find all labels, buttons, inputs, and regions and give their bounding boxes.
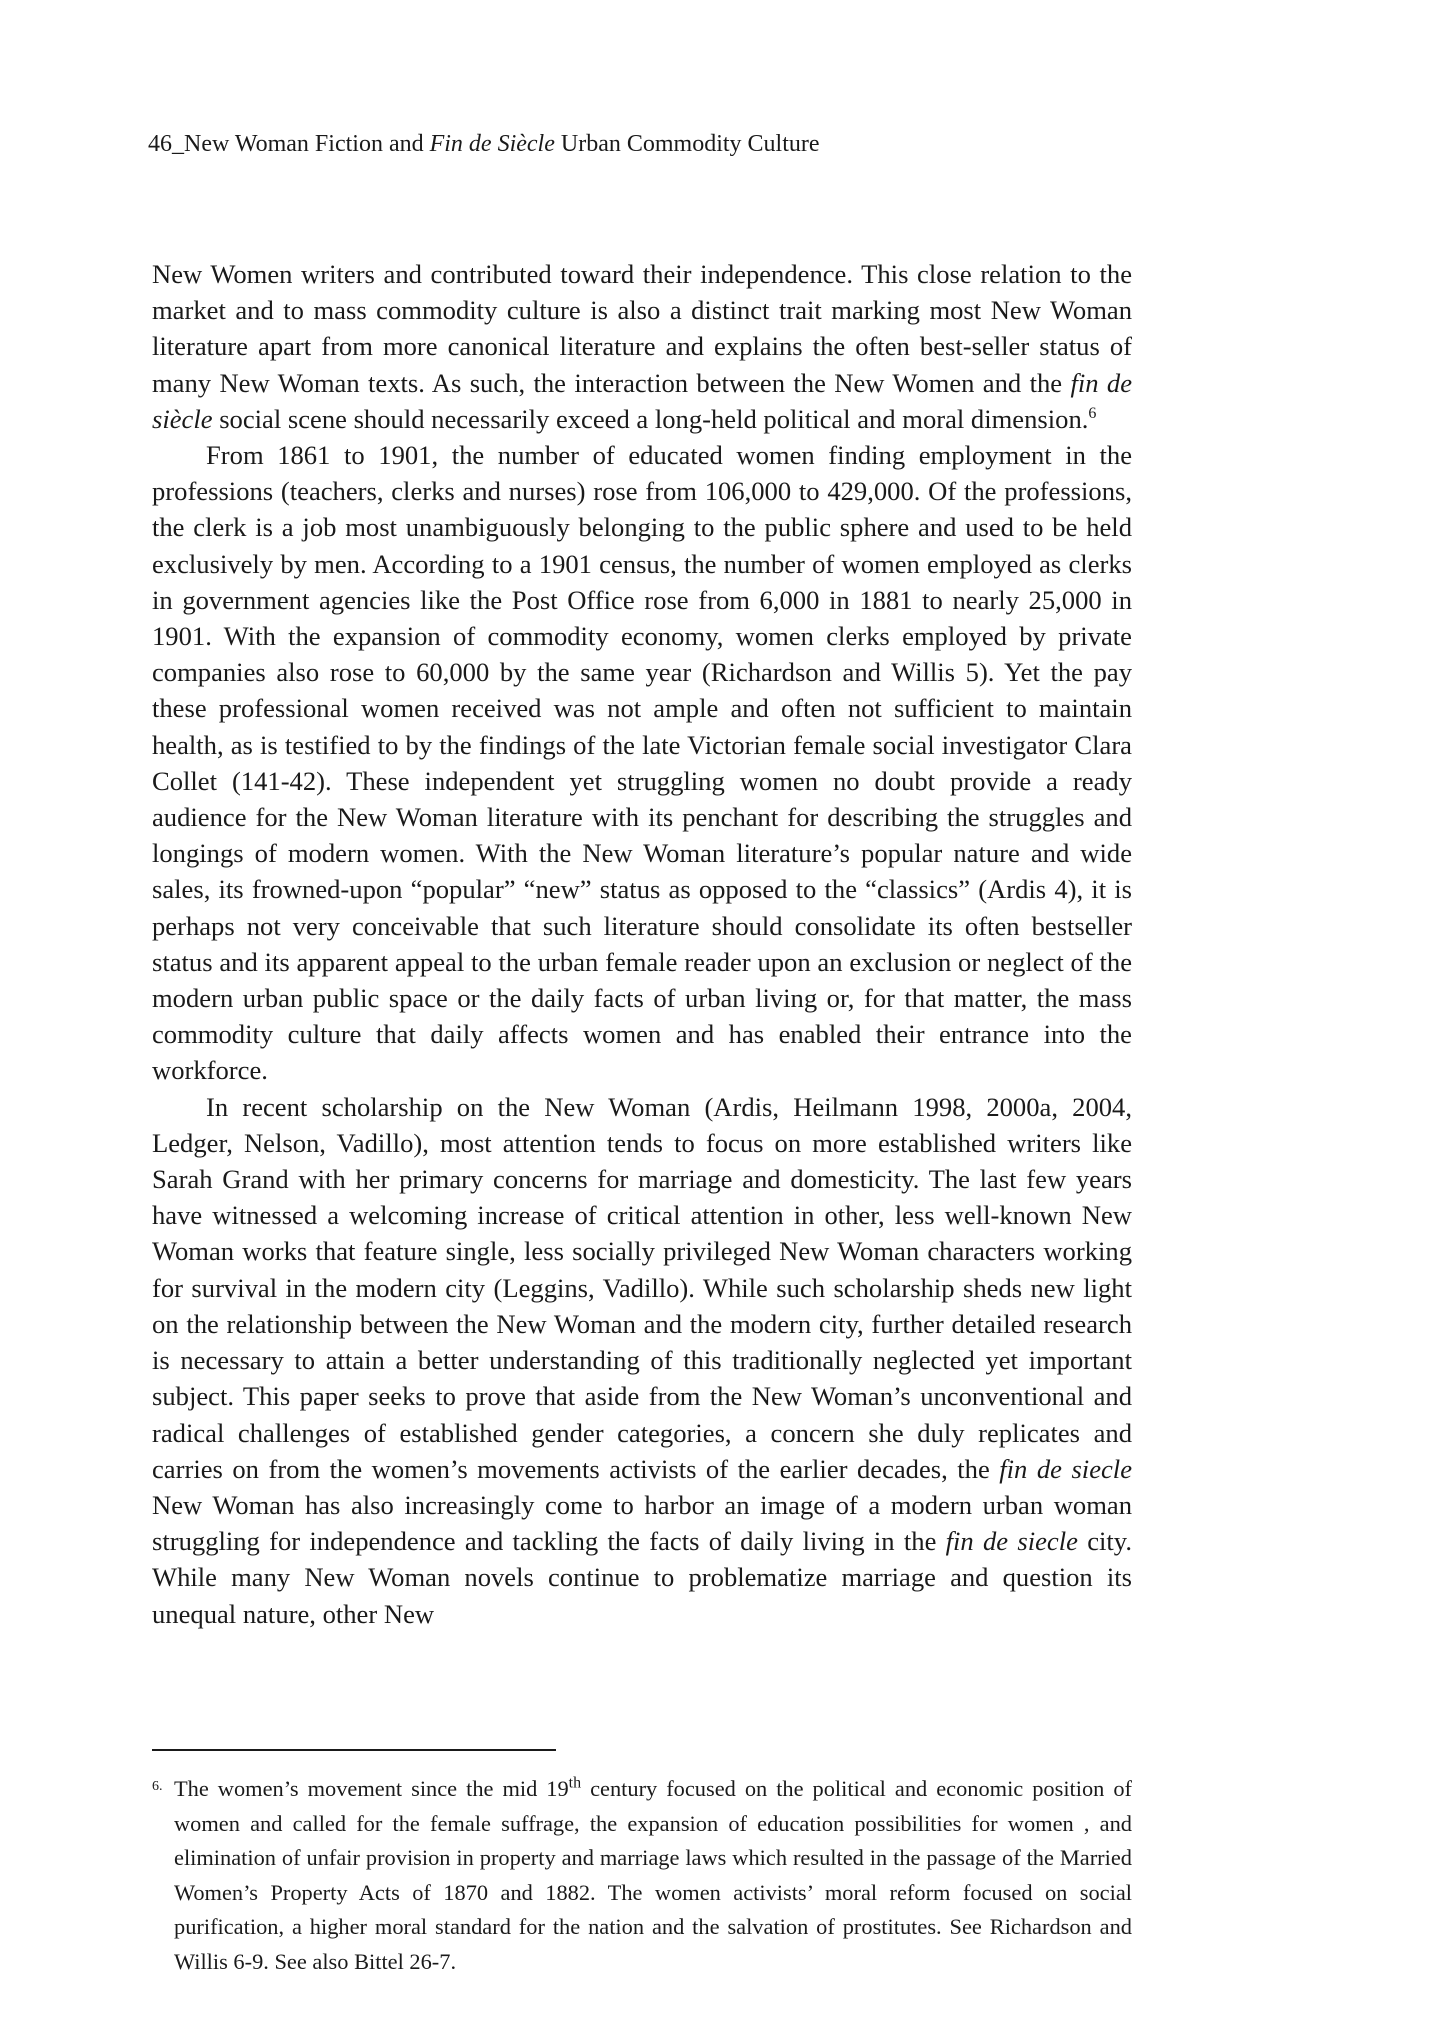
running-header (148, 128, 820, 160)
header-title-italic: Fin de Siècle (429, 131, 555, 157)
paragraph-3-italic-a: fin de siecle (999, 1453, 1132, 1484)
paragraph-3-text-a: In recent scholarship on the New Woman (Ardis, Heilmann 1998, 2000a, 2004, Ledger, Nelson, Vadillo), most attention tends to focus on more established writers like Sarah Grand with her primary concerns for marriage and domesticity. The last few years have witnessed a welcoming increase of critical attention in other, less well-known New Woman works that feature single, less socially privileged New Woman characters working for survival in the modern city (Leggins, Vadillo). While such scholarship sheds new light on the relationship between the New Woman and the modern city, further detailed research is necessary to attain a better understanding of this traditionally neglected yet important subject. This paper seeks to prove that aside from the New Woman’s unconventional and radical challenges of established gender categories, a concern she duly replicates and carries on from the women’s movements activists of the earlier decades, the (152, 1091, 1132, 1484)
main-text (152, 256, 1132, 1632)
header-title-end: Urban Commodity Culture (554, 131, 820, 157)
footnote-text-b: century focused on the political and economic position of women and called for the female suffrage, the expansion of education possibilities for women , and elimination of unfair provision in property and marriage laws which resulted in the passage of the Married Women’s Property Acts of 1870 and 1882. The women activists’ moral reform focused on social purification, a higher moral standard for the nation and the salvation of prostitutes. See Richardson and Willis 6-9. See also Bittel 26-7. (174, 1776, 1132, 1974)
paragraph-3 (152, 1089, 1132, 1632)
paragraph-3-text-c: city. While many New Woman novels continue to problematize marriage and question its unequal nature, other New (152, 1526, 1132, 1629)
paragraph-3-italic-b: fin de siecle (945, 1526, 1078, 1557)
header-title-start: New Woman Fiction and (184, 131, 430, 157)
paragraph-1 (152, 256, 1132, 437)
paragraph-2: From 1861 to 1901, the number of educated women finding employment in the professions (teachers, clerks and nurses) rose from 106,000 to 429,000. Of the professions, the clerk is a job most unambiguously belonging to the public sphere and used to be held exclusively by men. According to a 1901 census, the number of women employed as clerks in government agencies like the Post Office rose from 6,000 in 1881 to nearly 25,000 in 1901. With the expansion of commodity economy, women clerks employed by private companies also rose to 60,000 by the same year (Richardson and Willis 5). Yet the pay these professional women received was not ample and often not sufficient to maintain health, as is testified to by the findings of the late Victorian female social investigator Clara Collet (141-42). These independent yet struggling women no doubt provide a ready audience for the New Woman literature with its penchant for describing the struggles and longings of modern women. With the New Woman literature’s popular nature and wide sales, its frowned-upon “popular” “new” status as opposed to the “classics” (Ardis 4), it is perhaps not very conceivable that such literature should consolidate its often bestseller status and its apparent appeal to the urban female reader upon an exclusion or neglect of the modern urban public space or the daily facts of urban living or, for that matter, the mass commodity culture that daily affects women and has enabled their entrance into the workforce. (152, 440, 1132, 1086)
paragraph-3-text-b: New Woman has also increasingly come to harbor an image of a modern urban woman struggling for independence and tackling the facts of daily living in the (152, 1489, 1132, 1557)
footnote-6 (152, 1772, 1132, 1979)
paragraph-1-italic: fin de siècle (152, 367, 1133, 434)
paragraph-1-text-a: New Women writers and contributed toward their independence. This close relation to the market and to mass commodity culture is also a distinct trait marking most New Woman literature apart from more canonical literature and explains the often best-seller status of many New Woman texts. As such, the interaction between the New Women and the (152, 259, 1132, 398)
footnote-superscript: th (568, 1774, 582, 1792)
footnote-text (152, 1772, 1132, 1979)
footnote-marker: 6. (152, 1779, 163, 1794)
page-number: 46 (148, 131, 172, 157)
header-separator: _ (172, 131, 184, 157)
footnote-reference[interactable]: 6 (1088, 404, 1097, 422)
footnote-text-a: The women’s movement since the mid 19 (174, 1776, 569, 1801)
paragraph-1-text-b: social scene should necessarily exceed a long-held political and moral dimension. (212, 403, 1089, 434)
footnote-divider (152, 1749, 556, 1751)
